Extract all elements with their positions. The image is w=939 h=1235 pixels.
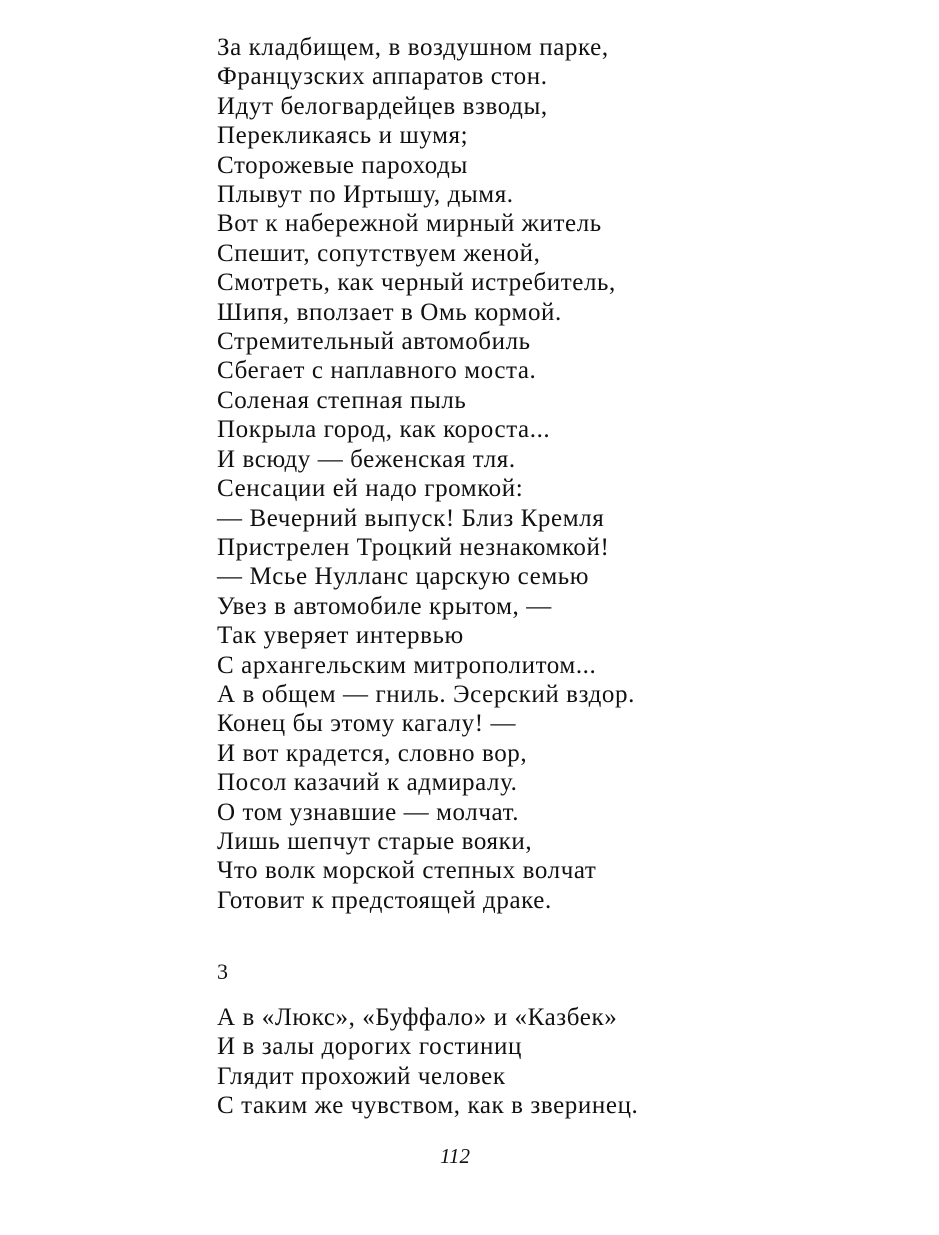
poem-line: С таким же чувством, как в зверинец. [217,1092,639,1120]
poem-line: Шипя, вползает в Омь кормой. [217,298,562,326]
poem-line: Сбегает с наплавного моста. [217,357,537,385]
poem-line: Соленая степная пыль [217,386,467,414]
poem-line: И в залы дорогих гостиниц [217,1033,522,1061]
poem-line: С архангельским митрополитом... [217,651,597,679]
poem-line: Покрыла город, как короста... [217,416,551,444]
poem-stanza-part-3 [217,1003,638,1121]
poem-line: И вот крадется, словно вор, [217,739,528,767]
poem-line: Так уверяет интервью [217,622,464,650]
poem-line: Сенсации ей надо громкой: [217,475,524,503]
poem-line: Глядит прохожий человек [217,1062,506,1090]
poem-line: — Мсье Нулланс царскую семью [217,563,590,591]
poem-line: Что волк морской степных волчат [217,857,597,885]
poem-line: Пристрелен Троцкий незнакомкой! [217,533,610,561]
poem-line: И всюду — беженская тля. [217,445,516,473]
poem-line: Вот к набережной мирный житель [217,210,602,238]
poem-line: Идут белогвардейцев взводы, [217,92,548,120]
poem-line: Конец бы этому кагалу! — [217,710,517,738]
poem-line: Перекликаясь и шумя; [217,122,469,150]
poem-line: Увез в автомобиле крытом, — [217,592,552,620]
poem-line: Спешит, сопутствуем женой, [217,239,541,267]
poem-stanza-part-2 [217,33,635,915]
poem-line: Стремительный автомобиль [217,328,531,356]
poem-line: Посол казачий к адмиралу. [217,769,518,797]
poem-line: Смотреть, как черный истребитель, [217,269,616,297]
poem-line: Плывут по Иртышу, дымя. [217,181,514,209]
poem-line: Готовит к предстоящей драке. [217,886,552,914]
poem-line: За кладбищем, в воздушном парке, [217,34,609,61]
poem-line: О том узнавшие — молчат. [217,798,520,826]
page-number: 112 [440,1144,470,1168]
poem-line: — Вечерний выпуск! Близ Кремля [217,504,605,532]
poem-line: А в общем — гниль. Эсерский вздор. [217,680,635,708]
poem-line: Лишь шепчут старые вояки, [217,827,533,855]
poem-line: Сторожевые пароходы [217,151,468,179]
poem-line: Французских аппаратов стон. [217,63,548,91]
poem-line: А в «Люкс», «Буффало» и «Казбек» [217,1004,618,1031]
section-number: 3 [217,959,228,984]
